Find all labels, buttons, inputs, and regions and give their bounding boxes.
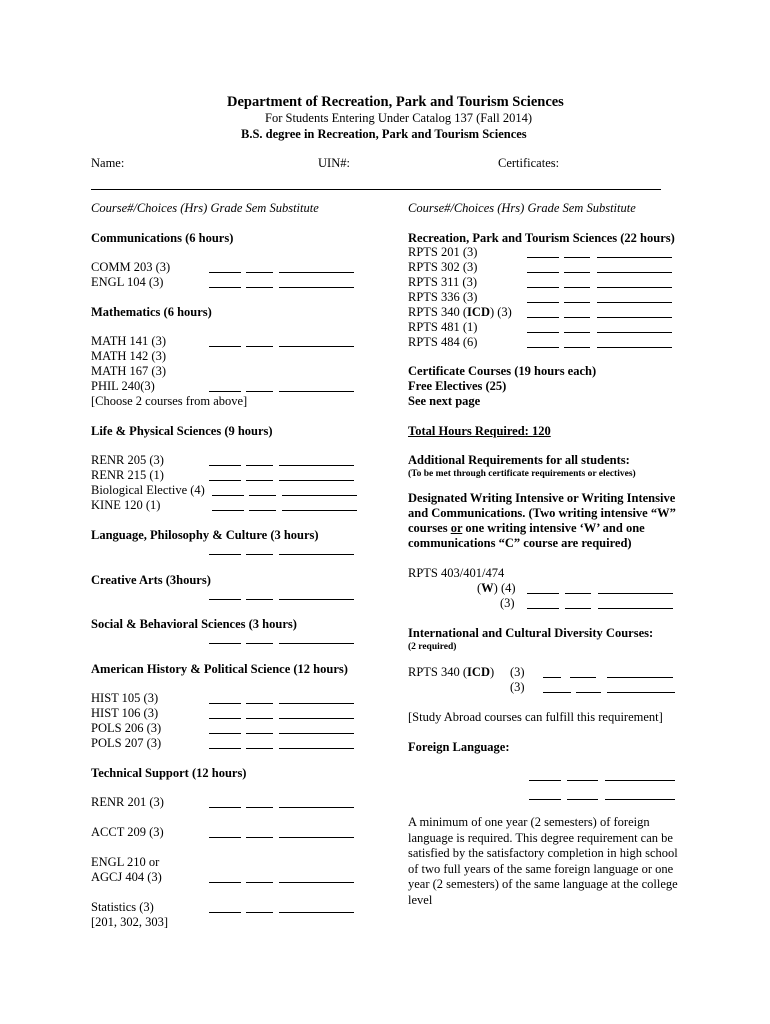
social-behavioral-heading: Social & Behavioral Sciences (3 hours) (91, 617, 297, 631)
agcj-404-substitute-blank[interactable] (279, 882, 354, 883)
social-behavioral-substitute-blank[interactable] (279, 643, 354, 644)
pols-207: POLS 207 (3) (91, 736, 162, 750)
free-electives: Free Electives (25) (408, 379, 507, 393)
acct-209-sem-blank[interactable] (246, 837, 273, 838)
right-column-header: Course#/Choices (Hrs) Grade Sem Substitute (408, 201, 636, 215)
certificate-courses: Certificate Courses (19 hours each) (408, 364, 597, 378)
writing-line-3: courses or one writing intensive ‘W’ and one (408, 521, 645, 535)
rpts-row-6-sem-blank[interactable] (564, 347, 590, 348)
rpts-row-5-sem-blank[interactable] (564, 332, 590, 333)
w-course-sem-blank[interactable] (565, 593, 591, 594)
rpts-row-5-grade-blank[interactable] (527, 332, 559, 333)
comm-row-1-sem-blank[interactable] (246, 287, 273, 288)
w-course-2-substitute-blank[interactable] (598, 608, 673, 609)
rpts-403-401-474: RPTS 403/401/474 (408, 566, 505, 580)
math-141-substitute-blank[interactable] (279, 346, 354, 347)
agcj-404-sem-blank[interactable] (246, 882, 273, 883)
american-history-row-0-substitute-blank[interactable] (279, 703, 354, 704)
intl-heading: International and Cultural Diversity Courses: (408, 626, 654, 640)
american-history-row-2-sem-blank[interactable] (246, 733, 273, 734)
renr-205-sem-blank[interactable] (246, 465, 273, 466)
acct-209-grade-blank[interactable] (209, 837, 241, 838)
degree-line: B.S. degree in Recreation, Park and Tourism Sciences (241, 127, 527, 141)
kine-120-substitute-blank[interactable] (282, 510, 357, 511)
intl-rpts-340: RPTS 340 (ICD) (408, 665, 495, 679)
agcj-404-grade-blank[interactable] (209, 882, 241, 883)
renr-215: RENR 215 (1) (91, 468, 164, 482)
renr-205: RENR 205 (3) (91, 453, 164, 467)
rpts-row-3-grade-blank[interactable] (527, 302, 559, 303)
rpts-row-0-substitute-blank[interactable] (597, 257, 672, 258)
engl-210: ENGL 210 or (91, 855, 160, 869)
intl-row-1-grade-blank[interactable] (543, 692, 571, 693)
bio-elective-substitute-blank[interactable] (282, 495, 357, 496)
w-course-2: (3) (500, 596, 515, 610)
renr-201-sem-blank[interactable] (246, 807, 273, 808)
statistics: Statistics (3) (91, 900, 154, 914)
american-history-row-3-substitute-blank[interactable] (279, 748, 354, 749)
statistics-substitute-blank[interactable] (279, 912, 354, 913)
intl-row-0-sem-blank[interactable] (570, 677, 596, 678)
rpts-336: RPTS 336 (3) (408, 290, 478, 304)
rpts-row-2-substitute-blank[interactable] (597, 287, 672, 288)
header-divider (91, 189, 661, 190)
writing-line-1: Designated Writing Intensive or Writing Intensive (408, 491, 676, 505)
language-philosophy-heading: Language, Philosophy & Culture (3 hours) (91, 528, 319, 542)
statistics-note: [201, 302, 303] (91, 915, 169, 929)
communications-heading: Communications (6 hours) (91, 231, 234, 245)
foreign-language-paragraph: A minimum of one year (2 semesters) of foreign language is required. This degree requirement can be satisfied by the satisfactory completion in high school of two full years of the same foreign language or one year (2 semesters) of the same language at the college level (408, 815, 678, 907)
foreign-row-0-grade-blank[interactable] (529, 780, 561, 781)
rpts-row-2-grade-blank[interactable] (527, 287, 559, 288)
catalog-line: For Students Entering Under Catalog 137 (Fall 2014) (265, 111, 532, 125)
w-course-substitute-blank[interactable] (598, 593, 673, 594)
kine-120-grade-blank[interactable] (212, 510, 244, 511)
american-history-row-0-grade-blank[interactable] (209, 703, 241, 704)
math-141: MATH 141 (3) (91, 334, 166, 348)
intl-row-1-sem-blank[interactable] (576, 692, 601, 693)
intl-row-0-grade-blank[interactable] (543, 677, 561, 678)
rpts-row-3-sem-blank[interactable] (564, 302, 590, 303)
creative-arts-heading: Creative Arts (3hours) (91, 573, 211, 587)
foreign-row-1-sem-blank[interactable] (567, 799, 598, 800)
american-history-row-1-substitute-blank[interactable] (279, 718, 354, 719)
page-title: Department of Recreation, Park and Tourism Sciences (227, 94, 564, 110)
total-hours: Total Hours Required: 120 (408, 424, 551, 438)
kine-120: KINE 120 (1) (91, 498, 161, 512)
rpts-481: RPTS 481 (1) (408, 320, 478, 334)
w-course-2-grade-blank[interactable] (527, 608, 559, 609)
hist-105: HIST 105 (3) (91, 691, 159, 705)
rpts-row-1-sem-blank[interactable] (564, 272, 590, 273)
comm-row-1-grade-blank[interactable] (209, 287, 241, 288)
rpts-row-4-grade-blank[interactable] (527, 317, 559, 318)
creative-arts-sem-blank[interactable] (246, 599, 273, 600)
american-history-heading: American History & Political Science (12 hours) (91, 662, 348, 676)
american-history-row-2-substitute-blank[interactable] (279, 733, 354, 734)
bio-elective: Biological Elective (4) (91, 483, 205, 497)
phil-240: PHIL 240(3) (91, 379, 155, 393)
language-philosophy-substitute-blank[interactable] (279, 554, 354, 555)
math-142: MATH 142 (3) (91, 349, 166, 363)
math-141-sem-blank[interactable] (246, 346, 273, 347)
rpts-row-2-sem-blank[interactable] (564, 287, 590, 288)
kine-120-sem-blank[interactable] (249, 510, 276, 511)
left-column-header: Course#/Choices (Hrs) Grade Sem Substitute (91, 201, 319, 215)
w-course-grade-blank[interactable] (527, 593, 559, 594)
phil-240-grade-blank[interactable] (209, 391, 241, 392)
technical-support-heading: Technical Support (12 hours) (91, 766, 247, 780)
phil-240-substitute-blank[interactable] (279, 391, 354, 392)
american-history-row-1-grade-blank[interactable] (209, 718, 241, 719)
intl-three-b: (3) (510, 680, 525, 694)
renr-215-grade-blank[interactable] (209, 480, 241, 481)
math-141-grade-blank[interactable] (209, 346, 241, 347)
rpts-row-1-grade-blank[interactable] (527, 272, 559, 273)
writing-line-4: communications “C” course are required) (408, 536, 632, 550)
rpts-340: RPTS 340 (ICD) (3) (408, 305, 512, 319)
renr-201-grade-blank[interactable] (209, 807, 241, 808)
study-abroad-note: [Study Abroad courses can fulfill this requirement] (408, 710, 663, 724)
social-behavioral-grade-blank[interactable] (209, 643, 241, 644)
acct-209: ACCT 209 (3) (91, 825, 164, 839)
renr-215-substitute-blank[interactable] (279, 480, 354, 481)
math-167: MATH 167 (3) (91, 364, 166, 378)
bio-elective-grade-blank[interactable] (212, 495, 244, 496)
bio-elective-sem-blank[interactable] (249, 495, 276, 496)
renr-205-substitute-blank[interactable] (279, 465, 354, 466)
rpts-row-4-substitute-blank[interactable] (597, 317, 672, 318)
foreign-language-heading: Foreign Language: (408, 740, 510, 754)
acct-209-substitute-blank[interactable] (279, 837, 354, 838)
see-next-page: See next page (408, 394, 481, 408)
life-physical-heading: Life & Physical Sciences (9 hours) (91, 424, 273, 438)
comm-row-0-grade-blank[interactable] (209, 272, 241, 273)
rpts-201: RPTS 201 (3) (408, 245, 478, 259)
rpts-row-1-substitute-blank[interactable] (597, 272, 672, 273)
additional-heading: Additional Requirements for all students: (408, 453, 630, 467)
american-history-row-3-sem-blank[interactable] (246, 748, 273, 749)
name-label: Name: (91, 156, 125, 170)
intl-row-0-substitute-blank[interactable] (607, 677, 673, 678)
phil-240-sem-blank[interactable] (246, 391, 273, 392)
uin-label: UIN#: (318, 156, 350, 170)
rpts-row-5-substitute-blank[interactable] (597, 332, 672, 333)
w-course: (W) (4) (477, 581, 516, 595)
american-history-row-1-sem-blank[interactable] (246, 718, 273, 719)
creative-arts-grade-blank[interactable] (209, 599, 241, 600)
rpts-row-3-substitute-blank[interactable] (597, 302, 672, 303)
foreign-row-0-substitute-blank[interactable] (605, 780, 675, 781)
renr-205-grade-blank[interactable] (209, 465, 241, 466)
american-history-row-0-sem-blank[interactable] (246, 703, 273, 704)
hist-106: HIST 106 (3) (91, 706, 159, 720)
language-philosophy-sem-blank[interactable] (246, 554, 273, 555)
pols-206: POLS 206 (3) (91, 721, 162, 735)
creative-arts-substitute-blank[interactable] (279, 599, 354, 600)
comm-row-1-substitute-blank[interactable] (279, 287, 354, 288)
renr-201: RENR 201 (3) (91, 795, 164, 809)
renr-201-substitute-blank[interactable] (279, 807, 354, 808)
rpts-row-6-substitute-blank[interactable] (597, 347, 672, 348)
rpts-row-0-sem-blank[interactable] (564, 257, 590, 258)
rpts-row-6-grade-blank[interactable] (527, 347, 559, 348)
w-course-2-sem-blank[interactable] (565, 608, 591, 609)
social-behavioral-sem-blank[interactable] (246, 643, 273, 644)
comm-203: COMM 203 (3) (91, 260, 171, 274)
foreign-row-0-sem-blank[interactable] (567, 780, 598, 781)
intl-three-a: (3) (510, 665, 525, 679)
additional-note: (To be met through certificate requirements or electives) (408, 469, 636, 479)
writing-line-2: and Communications. (Two writing intensive “W” (408, 506, 676, 520)
comm-row-0-sem-blank[interactable] (246, 272, 273, 273)
mathematics-heading: Mathematics (6 hours) (91, 305, 212, 319)
intl-note: (2 required) (408, 642, 457, 652)
renr-215-sem-blank[interactable] (246, 480, 273, 481)
american-history-row-2-grade-blank[interactable] (209, 733, 241, 734)
rpts-302: RPTS 302 (3) (408, 260, 478, 274)
foreign-row-1-grade-blank[interactable] (529, 799, 561, 800)
rpts-484: RPTS 484 (6) (408, 335, 478, 349)
statistics-sem-blank[interactable] (246, 912, 273, 913)
certificates-label: Certificates: (498, 156, 560, 170)
comm-row-0-substitute-blank[interactable] (279, 272, 354, 273)
rpts-heading: Recreation, Park and Tourism Sciences (22 hours) (408, 231, 675, 245)
statistics-grade-blank[interactable] (209, 912, 241, 913)
language-philosophy-grade-blank[interactable] (209, 554, 241, 555)
foreign-row-1-substitute-blank[interactable] (605, 799, 675, 800)
math-note: [Choose 2 courses from above] (91, 394, 248, 408)
intl-row-1-substitute-blank[interactable] (607, 692, 675, 693)
rpts-row-0-grade-blank[interactable] (527, 257, 559, 258)
american-history-row-3-grade-blank[interactable] (209, 748, 241, 749)
engl-104: ENGL 104 (3) (91, 275, 164, 289)
agcj-404: AGCJ 404 (3) (91, 870, 162, 884)
rpts-row-4-sem-blank[interactable] (564, 317, 590, 318)
rpts-311: RPTS 311 (3) (408, 275, 477, 289)
